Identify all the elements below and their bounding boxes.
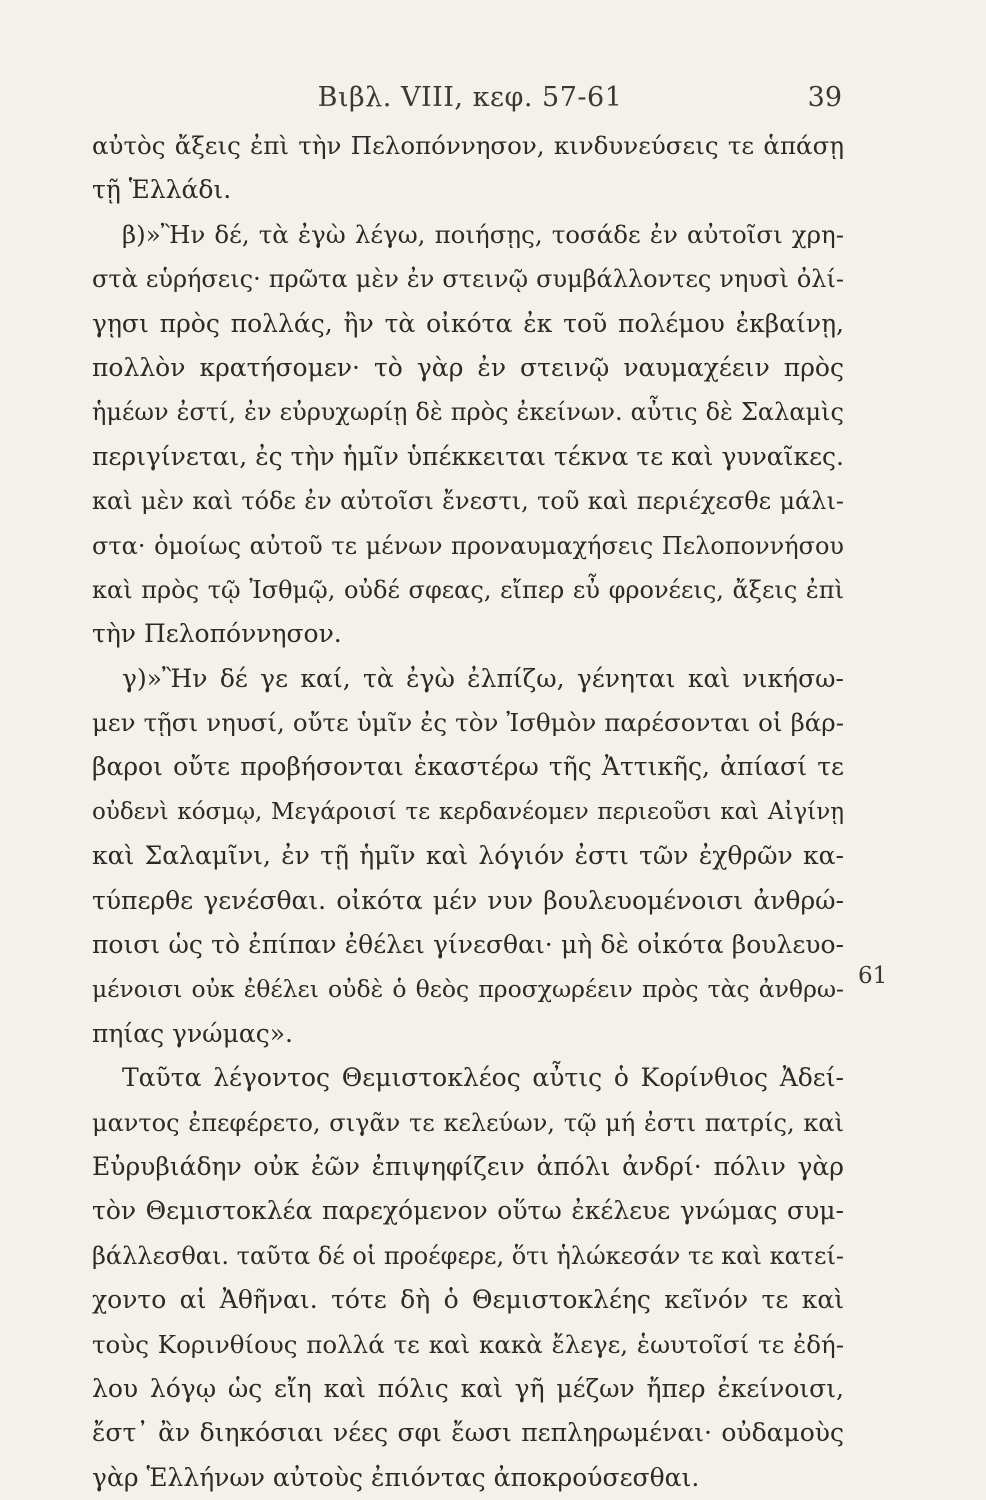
- text-line: ἡμέων ἐστί, ἐν εὐρυχωρίῃ δὲ πρὸς ἐκείνων. αὖτις δὲ Σαλαμὶς: [92, 398, 844, 427]
- text-line: τὴν Πελοπόννησον.: [92, 619, 342, 649]
- text-line: μαντος ἐπεφέρετο, σιγᾶν τε κελεύων, τῷ μή ἐστι πατρίς, καὶ: [92, 1108, 844, 1137]
- page-number: 39: [807, 82, 842, 113]
- text-line: λου λόγῳ ὡς εἴη καὶ πόλις καὶ γῆ μέζων ἤπερ ἐκείνοισι,: [92, 1373, 844, 1403]
- text-line: βάλλεσθαι. ταῦτα δέ οἱ προέφερε, ὅτι ἡλώκεσάν τε καὶ κατεί-: [92, 1241, 844, 1270]
- text-line: αὐτὸς ἄξεις ἐπὶ τὴν Πελοπόννησον, κινδυνεύσεις τε ἁπάσῃ: [92, 131, 844, 160]
- text-line: περιγίνεται, ἐς τὴν ἡμῖν ὑπέκκειται τέκνα τε καὶ γυναῖκες.: [92, 441, 844, 471]
- running-title: Βιβλ. VIII, κεφ. 57-61: [317, 82, 623, 113]
- text-line: βαροι οὔτε προβήσονται ἑκαστέρω τῆς Ἀττικῆς, ἀπίασί τε: [92, 752, 844, 782]
- text-line: μένοισι οὐκ ἐθέλει οὐδὲ ὁ θεὸς προσχωρέειν πρὸς τὰς ἀνθρω-: [92, 975, 844, 1004]
- text-line: τὸν Θεμιστοκλέα παρεχόμενον οὕτω ἐκέλευε γνώμας συμ-: [92, 1196, 844, 1226]
- text-line: γῃσι πρὸς πολλάς, ἢν τὰ οἰκότα ἐκ τοῦ πολέμου ἐκβαίνῃ,: [92, 308, 844, 338]
- text-line: τύπερθε γενέσθαι. οἰκότα μέν νυν βουλευομένοισι ἀνθρώ-: [92, 885, 844, 915]
- body-text: [92, 124, 844, 1500]
- text-line: στὰ εὑρήσεις· πρῶτα μὲν ἐν στεινῷ συμβάλλοντες νηυσὶ ὀλί-: [92, 265, 844, 294]
- text-line: καὶ Σαλαμῖνι, ἐν τῇ ἡμῖν καὶ λόγιόν ἐστι τῶν ἐχθρῶν κα-: [92, 841, 844, 871]
- text-line: Εὐρυβιάδην οὐκ ἐῶν ἐπιψηφίζειν ἀπόλι ἀνδρί· πόλιν γὰρ: [92, 1151, 844, 1181]
- text-line: τοὺς Κορινθίους πολλά τε καὶ κακὰ ἔλεγε, ἑωυτοῖσί τε ἐδή-: [92, 1329, 844, 1359]
- text-line: ποισι ὡς τὸ ἐπίπαν ἐθέλει γίνεσθαι· μὴ δὲ οἰκότα βουλευο-: [92, 930, 844, 960]
- text-line: πολλὸν κρατήσομεν· τὸ γὰρ ἐν στεινῷ ναυμαχέειν πρὸς: [92, 352, 844, 382]
- text-line: καὶ πρὸς τῷ Ἰσθμῷ, οὐδέ σφεας, εἴπερ εὖ φρονέεις, ἄξεις ἐπὶ: [92, 575, 844, 604]
- running-header: [90, 76, 850, 120]
- margin-chapter-number: 61: [858, 963, 888, 989]
- text-line: στα· ὁμοίως αὐτοῦ τε μένων προναυμαχήσεις Πελοποννήσου: [92, 531, 844, 560]
- text-line: τῇ Ἑλλάδι.: [92, 175, 232, 205]
- text-line: γὰρ Ἑλλήνων αὐτοὺς ἐπιόντας ἀποκρούσεσθαι.: [92, 1462, 700, 1492]
- text-line: ἔστ᾽ ἂν διηκόσιαι νέες σφι ἔωσι πεπληρωμέναι· οὐδαμοὺς: [92, 1418, 844, 1448]
- text-line: β)»Ἢν δέ, τὰ ἐγὼ λέγω, ποιήσῃς, τοσάδε ἐν αὐτοῖσι χρη-: [122, 219, 844, 249]
- text-line: Ταῦτα λέγοντος Θεμιστοκλέος αὖτις ὁ Κορίνθιος Ἀδεί-: [122, 1063, 844, 1093]
- text-line: μεν τῇσι νηυσί, οὔτε ὑμῖν ἐς τὸν Ἰσθμὸν παρέσονται οἱ βάρ-: [92, 708, 844, 738]
- text-line: καὶ μὲν καὶ τόδε ἐν αὐτοῖσι ἔνεστι, τοῦ καὶ περιέχεσθε μάλι-: [92, 487, 844, 516]
- text-line: πηίας γνώμας».: [92, 1018, 293, 1048]
- text-line: χοντο αἱ Ἀθῆναι. τότε δὴ ὁ Θεμιστοκλέης κεῖνόν τε καὶ: [92, 1285, 844, 1315]
- text-line: γ)»Ἢν δέ γε καί, τὰ ἐγὼ ἐλπίζω, γένηται καὶ νικήσω-: [122, 663, 844, 693]
- text-line: οὐδενὶ κόσμῳ, Μεγάροισί τε κερδανέομεν περιεοῦσι καὶ Αἰγίνῃ: [92, 798, 844, 825]
